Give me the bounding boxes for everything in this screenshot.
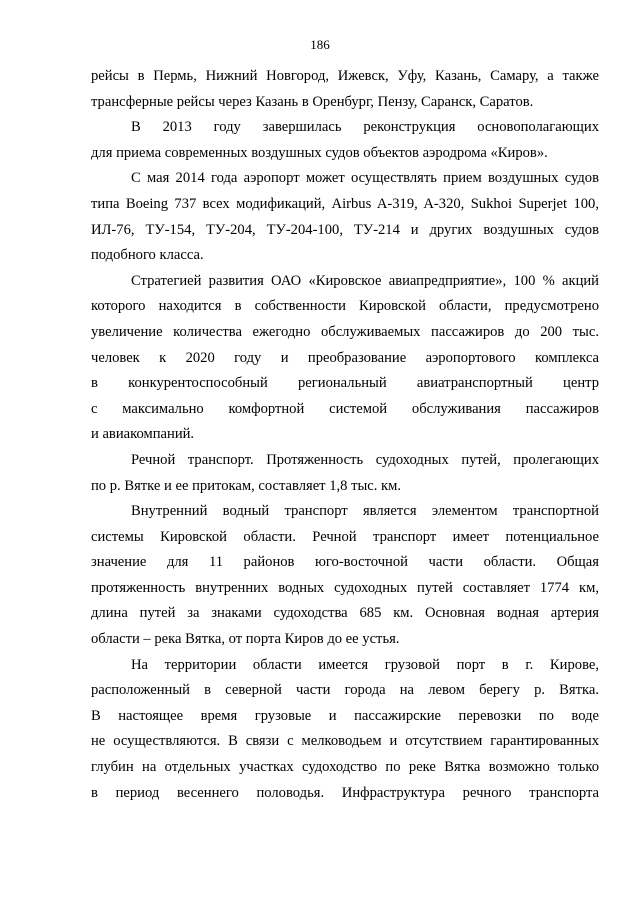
text-line: типа Boeing 737 всех модификаций, Airbus A-319, A-320, Sukhoi Superjet 100,: [91, 195, 599, 212]
text-line: в конкурентоспособный региональный авиатранспортный центр: [91, 375, 599, 392]
paragraph: [91, 448, 599, 499]
text-line: трансферные рейсы через Казань в Оренбург, Пензу, Саранск, Саратов.: [91, 93, 534, 110]
text-line: в период весеннего половодья. Инфраструктура речного транспорта: [91, 784, 599, 801]
text-line: которого находится в собственности Кировской области, предусмотрено: [91, 298, 599, 315]
paragraph: [91, 269, 599, 448]
text-line: значение для 11 районов юго-восточной части области. Общая: [91, 554, 599, 571]
paragraph: [91, 653, 599, 807]
text-line: В настоящее время грузовые и пассажирские перевозки по воде: [91, 707, 599, 724]
text-line: не осуществляются. В связи с мелководьем и отсутствием гарантированных: [91, 733, 599, 750]
text-line: по р. Вятке и ее притокам, составляет 1,8 тыс. км.: [91, 477, 402, 494]
text-line: С мая 2014 года аэропорт может осуществлять прием воздушных судов: [131, 170, 599, 187]
paragraph: [91, 166, 599, 268]
text-line: области – река Вятка, от порта Киров до ее устья.: [91, 631, 400, 648]
text-line: системы Кировской области. Речной транспорт имеет потенциальное: [91, 528, 599, 545]
paragraph: [91, 64, 599, 115]
page-number: 186: [310, 37, 330, 52]
text-line: В 2013 году завершилась реконструкция основополагающих: [131, 119, 599, 136]
text-line: протяженность внутренних водных судоходных путей составляет 1774 км,: [91, 579, 599, 596]
text-line: рейсы в Пермь, Нижний Новгород, Ижевск, Уфу, Казань, Самару, а также: [91, 68, 599, 84]
text-line: На территории области имеется грузовой порт в г. Кирове,: [131, 656, 599, 673]
text-line: глубин на отдельных участках судоходство по реке Вятка возможно только: [91, 759, 599, 776]
text-line: Речной транспорт. Протяженность судоходных путей, пролегающих: [131, 451, 599, 468]
text-line: и авиакомпаний.: [91, 426, 195, 443]
text-line: человек к 2020 году и преобразование аэропортового комплекса: [91, 349, 599, 366]
paragraph: [91, 115, 599, 166]
paragraph: [91, 499, 599, 653]
text-line: увеличение количества ежегодно обслуживаемых пассажиров до 200 тыс.: [91, 323, 599, 340]
text-line: с максимально комфортной системой обслуживания пассажиров: [91, 400, 599, 417]
text-line: длина путей за знаками судоходства 685 км. Основная водная артерия: [91, 605, 599, 622]
text-line: ИЛ-76, ТУ-154, ТУ-204, ТУ-204-100, ТУ-214 и других воздушных судов: [91, 221, 599, 238]
text-line: Внутренний водный транспорт является элементом транспортной: [131, 503, 599, 520]
text-line: Стратегией развития ОАО «Кировское авиапредприятие», 100 % акций: [131, 272, 599, 289]
text-line: подобного класса.: [91, 247, 204, 264]
text-line: расположенный в северной части города на левом берегу р. Вятка.: [91, 682, 599, 699]
text-line: для приема современных воздушных судов объектов аэродрома «Киров».: [91, 144, 548, 161]
document-body: [91, 64, 599, 806]
